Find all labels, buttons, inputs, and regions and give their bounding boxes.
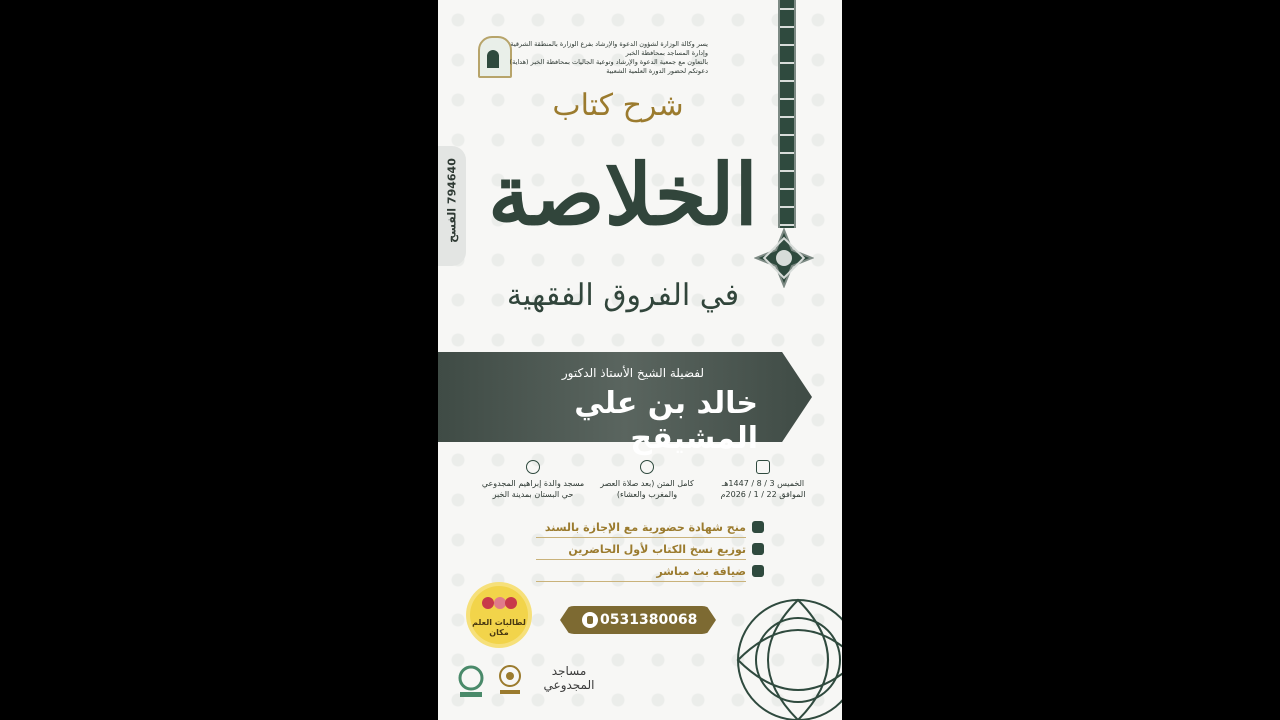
jamiya-logo-icon <box>454 664 488 700</box>
badge-text <box>470 618 528 638</box>
certificate-icon <box>752 521 764 533</box>
book-icon <box>752 543 764 555</box>
header-line: بالتعاون مع جمعية الدعوة والإرشاد وتوعية الجاليات بمحافظة الخبر (هداية) <box>509 58 708 66</box>
header-line: يسر وكالة الوزارة لشؤون الدعوة والإرشاد بفرع الوزارة بالمنطقة الشرقية <box>510 40 708 48</box>
clock-icon <box>640 460 654 474</box>
info-date <box>708 460 818 500</box>
speaker-title: لفضيلة الشيخ الأستاذ الدكتور <box>561 366 704 380</box>
feature-item <box>536 521 746 538</box>
flowers-icon <box>478 596 520 610</box>
info-place <box>478 460 588 500</box>
permit-tab <box>438 146 466 266</box>
decorative-ribbon <box>778 0 796 228</box>
hidaya-logo-icon <box>496 664 524 700</box>
place-text: مسجد والدة إبراهيم المجدوعي حي البستان بمدينة الخبر <box>481 479 585 499</box>
feature-text: توزيع نسخ الكتاب لأول الحاضرين <box>568 543 746 556</box>
masajid-line: المجدوعي <box>543 678 595 692</box>
feature-item <box>536 543 746 560</box>
feature-text: منح شهادة حضورية مع الإجازة بالسند <box>544 521 746 534</box>
time-text: كامل المتن (بعد صلاة العصر والمغرب والعشاء) <box>600 479 694 499</box>
corner-pattern-icon <box>728 590 842 720</box>
feature-item <box>536 565 746 582</box>
info-time <box>592 460 702 500</box>
title-main: الخلاصة <box>488 145 758 244</box>
masajid-logo <box>534 664 604 700</box>
poster <box>438 0 842 720</box>
badge-line: لطالبات العلم <box>472 618 526 627</box>
feature-text: ضيافة بث مباشر <box>656 565 746 578</box>
date-text: الخميس 3 / 8 / 1447هـ الموافق 22 / 1 / 2026م <box>720 479 806 499</box>
permit-number: 794640 الفسح <box>445 158 459 243</box>
title-line-3: في الفروق الفقهية <box>506 278 740 313</box>
location-pin-icon <box>526 460 540 474</box>
header-text <box>478 40 708 76</box>
hospitality-icon <box>752 565 764 577</box>
header-line: وإدارة المساجد بمحافظة الخبر <box>625 49 708 57</box>
header-line: دعوتكم لحضور الدورة العلمية الشعبية <box>606 67 708 75</box>
calendar-icon <box>756 460 770 474</box>
phone-number[interactable]: 0531380068 <box>600 612 698 628</box>
badge-line: مكان <box>489 628 509 637</box>
whatsapp-icon <box>582 612 598 628</box>
masajid-line: مساجد <box>551 664 587 678</box>
speaker-name: خالد بن علي المشيقح <box>574 386 758 456</box>
title-line-1: شرح كتاب <box>552 88 684 123</box>
